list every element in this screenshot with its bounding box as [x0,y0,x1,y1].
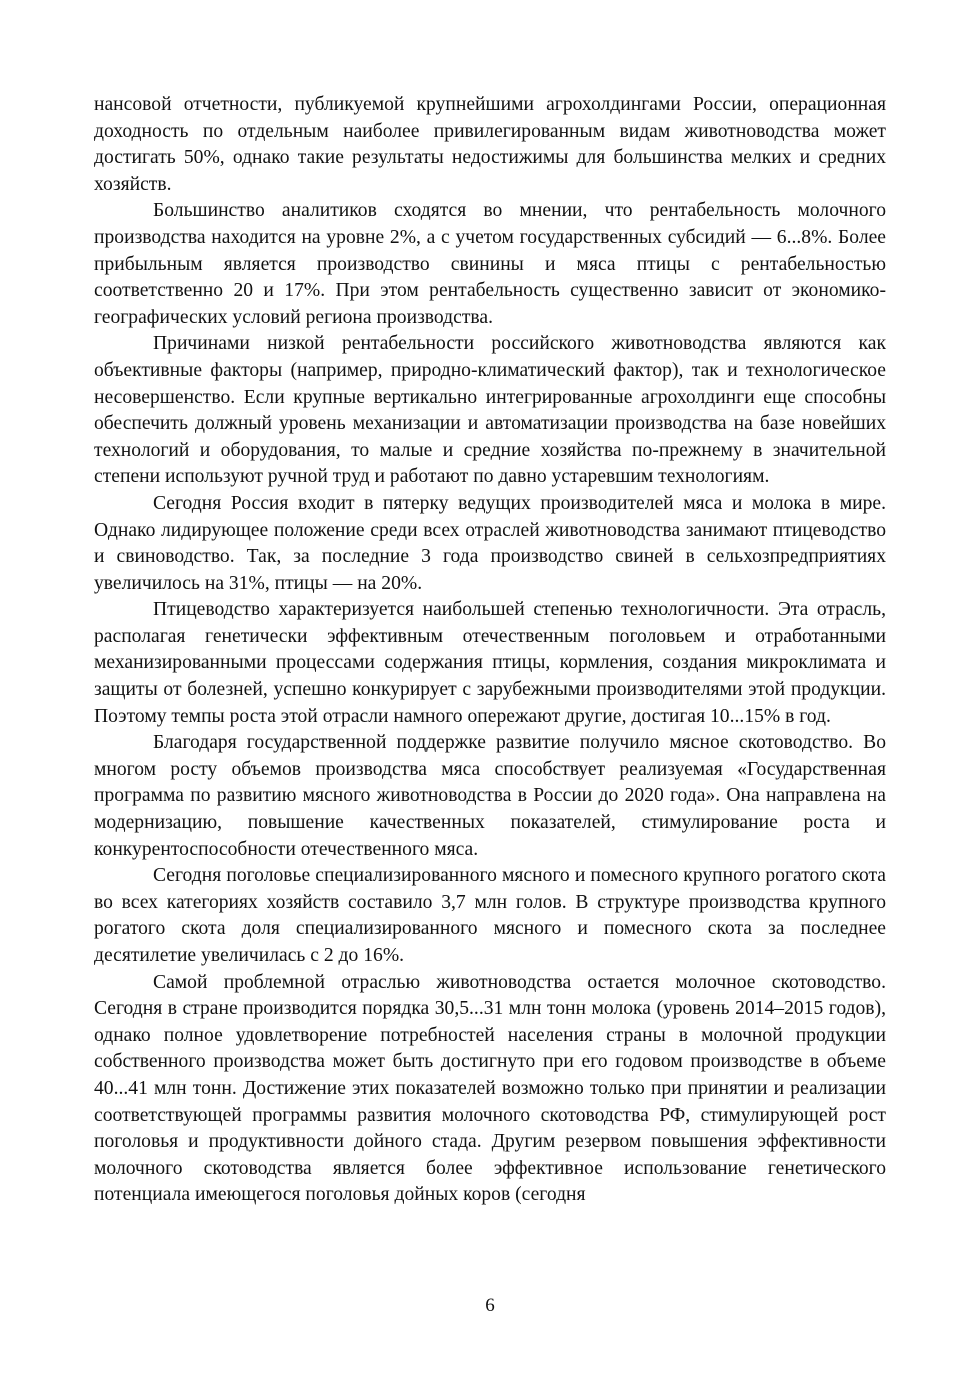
page-body [94,92,886,1209]
paragraph-2: Большинство аналитиков сходятся во мнении, что рентабельность молочного производства находится на уровне 2%, а с учетом государственных субсидий — 6...8%. Более прибыльным является производство свинины и мяса птицы с рентабельностью соответственно 20 и 17%. При этом рентабельность существенно зависит от экономико-географических условий региона производства. [94,200,886,328]
paragraph-1: нансовой отчетности, публикуемой крупнейшими агрохолдингами России, операционная доходность по отдельным наиболее привилегированным видам животноводства может достигать 50%, однако такие результаты недостижимы для большинства мелких и средних хозяйств. [94,94,886,195]
paragraph-4: Сегодня Россия входит в пятерку ведущих производителей мяса и молока в мире. Однако лидирующее положение среди всех отраслей животноводства занимают птицеводство и свиноводство. Так, за последние 3 года производство свиней в сельхозпредприятиях увеличилось на 31%, птицы — на 20%. [94,492,886,594]
page-number: 6 [485,1295,495,1316]
paragraph-6: Благодаря государственной поддержке развитие получило мясное скотоводство. Во многом росту объемов производства мяса способствует реализуемая «Государственная программа по развитию мясного животноводства в России до 2020 года». Она направлена на модернизацию, повышение качественных показателей, стимулирование роста и конкурентоспособности отечественного мяса. [94,732,886,860]
paragraph-8: Самой проблемной отраслью животноводства остается молочное скотоводство. Сегодня в стране производится порядка 30,5...31 млн тонн молока (уровень 2014–2015 годов), однако полное удовлетворение потребностей населения страны в молочной продукции собственного производства может быть достигнуто при его годовом производстве в объеме 40...41 млн тонн. Достижение этих показателей возможно только при принятии и реализации соответствующей программы развития молочного скотоводства РФ, стимулирующей рост поголовья и продуктивности дойного стада. Другим резервом повышения эффективности молочного скотоводства является более эффективное использование генетического потенциала имеющегося поголовья дойных коров (сегодня [94,971,886,1206]
paragraph-7: Сегодня поголовье специализированного мясного и помесного крупного рогатого скота во всех категориях хозяйств составило 3,7 млн голов. В структуре производства крупного рогатого скота доля специализированного мясного и помесного скота за последнее десятилетие увеличилась с 2 до 16%. [94,865,886,966]
paragraph-5: Птицеводство характеризуется наибольшей степенью технологичности. Эта отрасль, располагая генетически эффективным отечественным поголовьем и отработанными механизированными процессами содержания птицы, кормления, создания микроклимата и защиты от болезней, успешно конкурирует с зарубежными производителями этой продукции. Поэтому темпы роста этой отрасли намного опережают другие, достигая 10...15% в год. [94,599,886,727]
paragraph-3: Причинами низкой рентабельности российского животноводства являются как объективные факторы (например, природно-климатический фактор), так и технологическое несовершенство. Если крупные вертикально интегрированные агрохолдинги еще способны обеспечить должный уровень механизации и автоматизации производства на базе новейших технологий и оборудования, то малые и средние хозяйства по-прежнему в значительной степени используют ручной труд и работают по давно устаревшим технологиям. [94,333,886,488]
